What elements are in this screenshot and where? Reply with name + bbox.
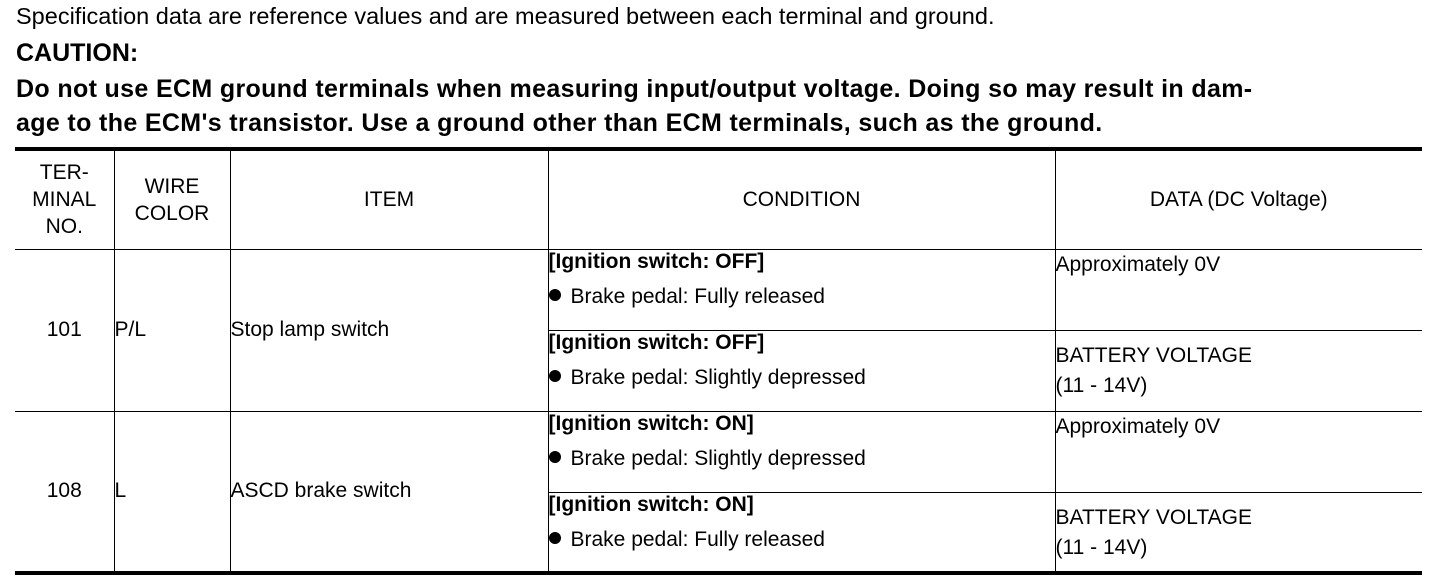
condition-heading: [Ignition switch: OFF]	[548, 249, 765, 273]
terminal-number: 108	[15, 411, 114, 573]
bullet-icon	[549, 370, 561, 382]
header-condition: CONDITION	[548, 149, 1055, 249]
bullet-icon	[549, 532, 561, 544]
data-value: BATTERY VOLTAGE (11 - 14V)	[1055, 330, 1422, 411]
bullet-icon	[549, 289, 561, 301]
header-data: DATA (DC Voltage)	[1055, 149, 1422, 249]
condition-cell	[548, 492, 1055, 573]
table-row	[15, 411, 1422, 492]
condition-bullet-item: Brake pedal: Fully released	[549, 528, 1055, 552]
bullet-icon	[549, 451, 561, 463]
intro-text: Specification data are reference values and are measured between each terminal and ground.	[16, 3, 995, 29]
terminal-number: 101	[15, 249, 114, 411]
data-value: Approximately 0V	[1055, 411, 1422, 492]
wire-color: L	[114, 411, 230, 573]
caution-line-1: Do not use ECM ground terminals when measuring input/output voltage. Doing so may result in dam-	[16, 75, 1253, 103]
condition-bullet-item: Brake pedal: Slightly depressed	[549, 447, 1055, 471]
condition-cell	[548, 249, 1055, 330]
table-row	[15, 249, 1422, 330]
caution-title: CAUTION:	[16, 39, 139, 67]
condition-bullet-item: Brake pedal: Fully released	[549, 285, 1055, 309]
data-value: BATTERY VOLTAGE (11 - 14V)	[1055, 492, 1422, 573]
header-item: ITEM	[230, 149, 548, 249]
header-wire-color: WIRE COLOR	[114, 149, 230, 249]
condition-bullet-item: Brake pedal: Slightly depressed	[549, 366, 1055, 390]
data-value: Approximately 0V	[1055, 249, 1422, 330]
caution-line-2: age to the ECM's transistor. Use a ground other than ECM terminals, such as the ground.	[16, 109, 1103, 137]
condition-cell	[548, 330, 1055, 411]
condition-heading: [Ignition switch: ON]	[548, 492, 754, 516]
terminal-spec-table	[15, 147, 1422, 575]
condition-heading: [Ignition switch: ON]	[548, 411, 754, 435]
table-header-row	[15, 149, 1422, 249]
wire-color: P/L	[114, 249, 230, 411]
item-name: Stop lamp switch	[230, 249, 548, 411]
item-name: ASCD brake switch	[230, 411, 548, 573]
condition-heading: [Ignition switch: OFF]	[548, 330, 765, 354]
condition-cell	[548, 411, 1055, 492]
header-terminal-no: TER- MINAL NO.	[15, 149, 114, 249]
caution-text	[16, 72, 1252, 140]
